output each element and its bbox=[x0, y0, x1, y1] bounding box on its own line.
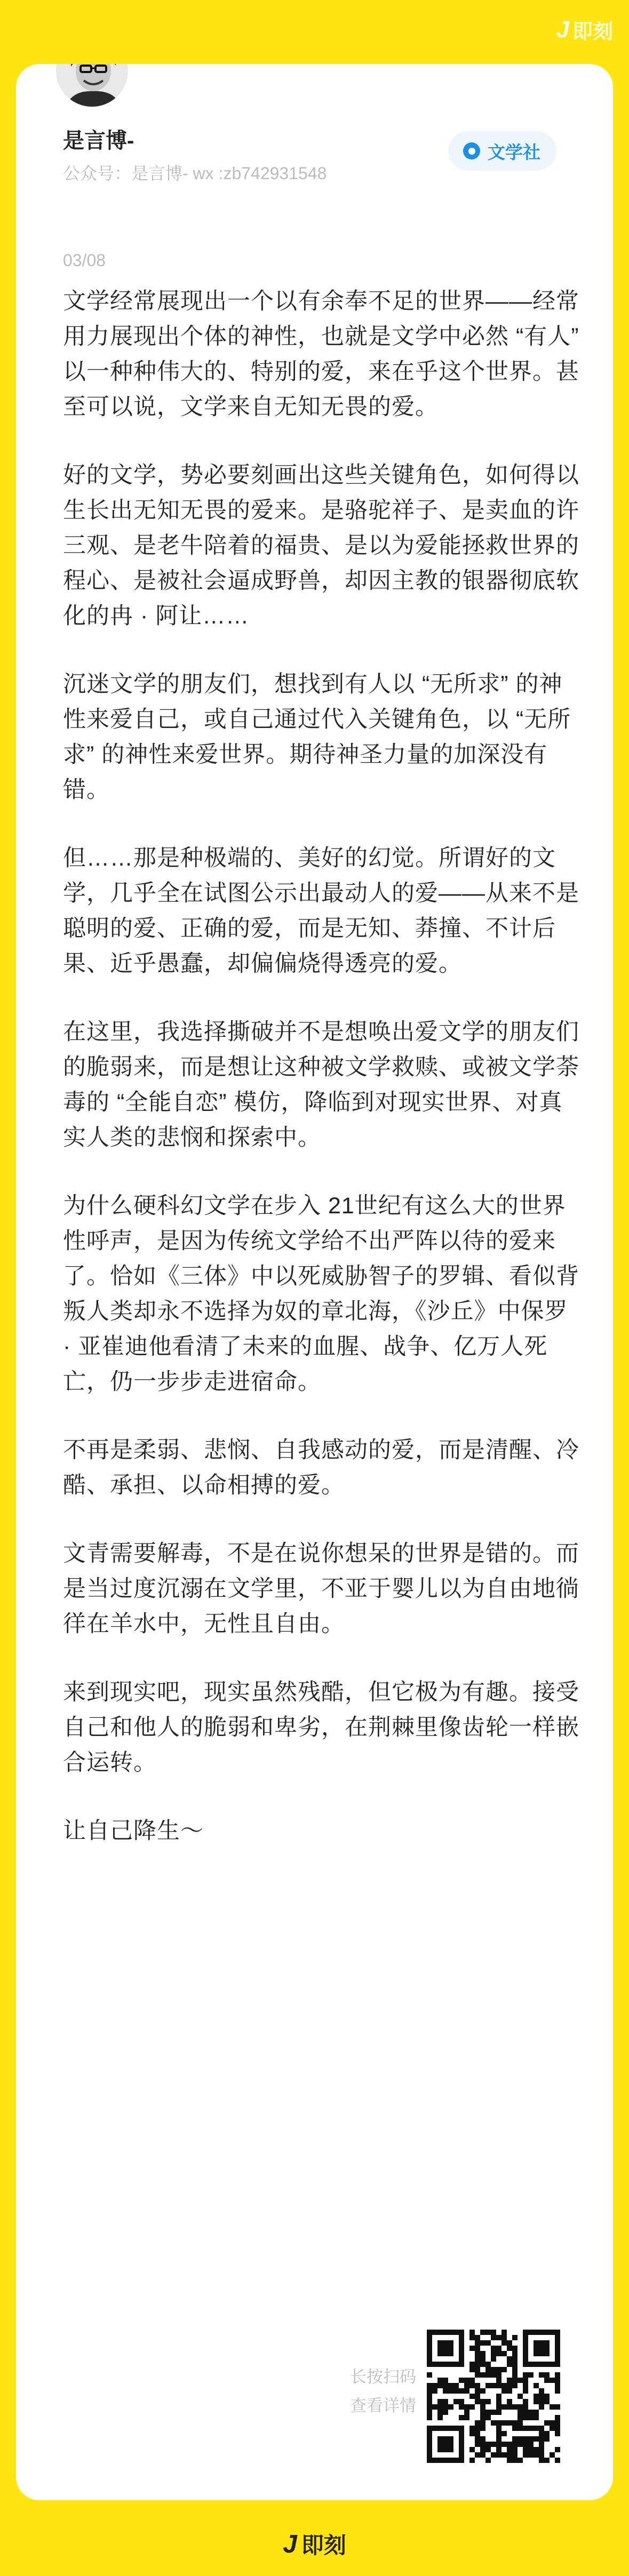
top-brand-text: 即刻 bbox=[572, 21, 613, 43]
qr-hint-line: 查看详情 bbox=[350, 2396, 416, 2415]
jike-logo-icon: J bbox=[283, 2530, 297, 2558]
post-paragraph: 在这里，我选择撕破并不是想唤出爱文学的朋友们的脆弱来，而是想让这种被文学救赎、或被文学荼毒的 “全能自恋” 模仿，降临到对现实世界、对真实人类的悲悯和探索中。 bbox=[63, 1019, 579, 1150]
post-paragraph: 让自己降生～ bbox=[63, 1818, 204, 1844]
post-paragraph: 好的文学，势必要刻画出这些关键角色，如何得以生长出无知无畏的爱来。是骆驼祥子、是卖血的许三观、是老牛陪着的福贵、是以为爱能拯救世界的程心、是被社会逼成野兽，却因主教的银器彻底软化的冉 · 阿让…… bbox=[63, 462, 579, 629]
post-paragraph: 为什么硬科幻文学在步入 21世纪有这么大的世界性呼声，是因为传统文学给不出严阵以待的爱来了。恰如《三体》中以死威胁智子的罗辑、看似背叛人类却永不选择为奴的章北海，《沙丘》中保罗 · 亚崔迪他看清了未来的血腥、战争、亿万人死亡，仍一步步走进宿命。 bbox=[63, 1193, 579, 1395]
qr-hint bbox=[299, 2363, 416, 2420]
post-paragraph: 文青需要解毒，不是在说你想呆的世界是错的。而是当过度沉溺在文学里，不亚于婴儿以为自由地徜徉在羊水中，无性且自由。 bbox=[63, 1541, 579, 1637]
jike-logo-icon: J bbox=[556, 16, 569, 43]
topic-tag-label: 文学社 bbox=[488, 142, 540, 162]
qr-hint-line: 长按扫码 bbox=[350, 2367, 416, 2386]
qr-code-graphic bbox=[427, 2330, 560, 2463]
post-date: 03/08 bbox=[63, 251, 106, 270]
post-paragraph: 沉迷文学的朋友们，想找到有人以 “无所求” 的神性来爱自己，或自己通过代入关键角色，以 “无所求” 的神性来爱世界。期待神圣力量的加深没有错。 bbox=[63, 671, 571, 803]
avatar-photo-icon bbox=[56, 64, 128, 107]
circle-dot-icon bbox=[463, 142, 480, 159]
post-card bbox=[16, 64, 613, 2500]
bottom-brand-logo bbox=[0, 2528, 629, 2560]
qr-code-icon[interactable] bbox=[427, 2330, 560, 2463]
post-body bbox=[63, 284, 580, 1882]
author-account-line: 公众号：是言博- wx :zb742931548 bbox=[63, 164, 327, 183]
bottom-brand-text: 即刻 bbox=[301, 2533, 346, 2558]
top-brand-logo bbox=[556, 15, 614, 44]
topic-tag[interactable] bbox=[448, 131, 556, 171]
author-avatar[interactable] bbox=[53, 64, 131, 109]
post-paragraph: 文学经常展现出一个以有余奉不足的世界——经常用力展现出个体的神性，也就是文学中必然 “有人” 以一种种伟大的、特别的爱，来在乎这个世界。甚至可以说，文学来自无知无畏的爱。 bbox=[63, 289, 579, 420]
author-name[interactable]: 是言博- bbox=[63, 129, 134, 153]
post-paragraph: 但……那是种极端的、美好的幻觉。所谓好的文学，几乎全在试图公示出最动人的爱——从来不是聪明的爱、正确的爱，而是无知、莽撞、不计后果、近乎愚蠢，却偏偏烧得透亮的爱。 bbox=[63, 845, 579, 977]
post-paragraph: 来到现实吧，现实虽然残酷，但它极为有趣。接受自己和他人的脆弱和卑劣，在荆棘里像齿轮一样嵌合运转。 bbox=[63, 1679, 579, 1775]
post-paragraph: 不再是柔弱、悲悯、自我感动的爱，而是清醒、冷酷、承担、以命相搏的爱。 bbox=[63, 1437, 579, 1498]
